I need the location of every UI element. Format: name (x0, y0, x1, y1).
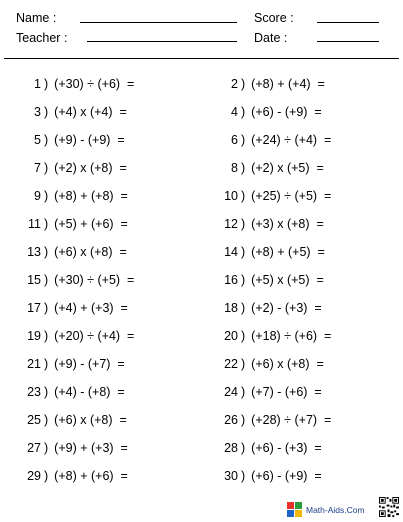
problem-11 (16, 217, 128, 231)
problem-28 (213, 441, 322, 455)
brand-text[interactable]: Math-Aids.Com (306, 505, 365, 515)
problem-number: 15 (27, 273, 41, 287)
problem-paren: ) (44, 245, 49, 259)
problem-1 (16, 77, 134, 91)
date-line[interactable] (317, 41, 379, 42)
problem-expression: (+30) ÷ (+6) = (54, 77, 135, 91)
problem-number: 29 (27, 469, 41, 483)
problem-30 (213, 469, 322, 483)
problem-paren: ) (241, 105, 246, 119)
score-label: Score : (254, 11, 294, 25)
problem-expression: (+9) + (+3) = (54, 441, 128, 455)
problem-7 (16, 161, 127, 175)
problem-18 (213, 301, 322, 315)
problem-27 (16, 441, 128, 455)
problem-expression: (+6) - (+9) = (251, 469, 322, 483)
problem-expression: (+5) x (+5) = (251, 273, 324, 287)
problem-expression: (+6) x (+8) = (251, 357, 324, 371)
problem-paren: ) (241, 189, 246, 203)
problem-number: 11 (28, 217, 41, 231)
problem-expression: (+6) x (+8) = (54, 413, 127, 427)
problem-number: 19 (27, 329, 41, 343)
problem-expression: (+4) + (+3) = (54, 301, 128, 315)
problem-expression: (+18) ÷ (+6) = (251, 329, 332, 343)
problem-number: 28 (224, 441, 238, 455)
problem-number: 8 (231, 161, 238, 175)
problem-paren: ) (44, 161, 49, 175)
problem-number: 6 (231, 133, 238, 147)
problem-number: 9 (34, 189, 41, 203)
problem-17 (16, 301, 128, 315)
problem-20 (213, 329, 331, 343)
problem-14 (213, 245, 325, 259)
teacher-label: Teacher : (16, 31, 68, 45)
problem-number: 5 (34, 133, 41, 147)
problem-expression: (+20) ÷ (+4) = (54, 329, 135, 343)
problem-21 (16, 357, 125, 371)
problem-paren: ) (241, 245, 246, 259)
logo-block-red (287, 502, 294, 509)
problem-expression: (+8) + (+4) = (251, 77, 325, 91)
problem-paren: ) (44, 329, 49, 343)
problem-number: 4 (231, 105, 238, 119)
problem-9 (16, 189, 128, 203)
name-line[interactable] (80, 22, 237, 23)
problem-expression: (+25) ÷ (+5) = (251, 189, 332, 203)
problem-paren: ) (241, 161, 246, 175)
problem-paren: ) (44, 301, 49, 315)
problem-expression: (+3) x (+8) = (251, 217, 324, 231)
problem-paren: ) (241, 441, 246, 455)
problem-paren: ) (241, 301, 246, 315)
problem-paren: ) (44, 105, 49, 119)
problem-number: 23 (27, 385, 41, 399)
problem-paren: ) (44, 217, 49, 231)
problem-8 (213, 161, 324, 175)
problem-12 (213, 217, 324, 231)
problem-expression: (+4) - (+8) = (54, 385, 125, 399)
problem-paren: ) (44, 357, 49, 371)
problem-expression: (+28) ÷ (+7) = (251, 413, 332, 427)
problem-5 (16, 133, 125, 147)
problem-expression: (+4) x (+4) = (54, 105, 127, 119)
problem-paren: ) (44, 413, 49, 427)
problem-number: 17 (27, 301, 41, 315)
problem-number: 18 (224, 301, 238, 315)
problem-26 (213, 413, 331, 427)
problem-10 (213, 189, 331, 203)
problem-23 (16, 385, 125, 399)
problem-paren: ) (44, 441, 49, 455)
problem-paren: ) (44, 189, 49, 203)
problem-paren: ) (241, 329, 246, 343)
problem-number: 14 (224, 245, 238, 259)
problem-number: 2 (231, 77, 238, 91)
problem-29 (16, 469, 128, 483)
problem-number: 26 (224, 413, 238, 427)
problem-4 (213, 105, 322, 119)
problem-3 (16, 105, 127, 119)
qr-code-icon (379, 497, 399, 517)
problem-paren: ) (241, 413, 246, 427)
name-label: Name : (16, 11, 57, 25)
problem-expression: (+9) - (+9) = (54, 133, 125, 147)
problem-paren: ) (241, 385, 246, 399)
problem-number: 3 (34, 105, 41, 119)
logo-block-green (295, 502, 302, 509)
problem-expression: (+9) - (+7) = (54, 357, 125, 371)
colored-blocks-logo-icon (287, 502, 303, 518)
problem-paren: ) (241, 77, 246, 91)
problem-paren: ) (44, 385, 49, 399)
problem-number: 30 (224, 469, 238, 483)
logo-block-blue (287, 510, 294, 517)
footer-brand (287, 500, 365, 520)
problem-2 (213, 77, 325, 91)
problem-24 (213, 385, 322, 399)
logo-block-yellow (295, 510, 302, 517)
problem-number: 16 (224, 273, 238, 287)
problem-paren: ) (44, 77, 49, 91)
problem-number: 1 (34, 77, 41, 91)
problem-paren: ) (241, 357, 246, 371)
score-line[interactable] (317, 22, 379, 23)
problem-paren: ) (44, 133, 49, 147)
problem-number: 10 (224, 189, 238, 203)
problem-expression: (+6) - (+3) = (251, 441, 322, 455)
problem-paren: ) (44, 273, 49, 287)
problem-number: 22 (224, 357, 238, 371)
problem-expression: (+8) + (+8) = (54, 189, 128, 203)
problem-expression: (+30) ÷ (+5) = (54, 273, 135, 287)
problem-expression: (+6) x (+8) = (54, 245, 127, 259)
problem-number: 20 (224, 329, 238, 343)
problem-22 (213, 357, 324, 371)
header-divider (4, 58, 399, 59)
problem-13 (16, 245, 127, 259)
problem-6 (213, 133, 331, 147)
problem-16 (213, 273, 324, 287)
problem-19 (16, 329, 134, 343)
problem-number: 27 (27, 441, 41, 455)
problem-number: 13 (27, 245, 41, 259)
problem-expression: (+2) x (+8) = (54, 161, 127, 175)
problem-25 (16, 413, 127, 427)
problem-expression: (+2) - (+3) = (251, 301, 322, 315)
problem-expression: (+8) + (+5) = (251, 245, 325, 259)
problem-paren: ) (241, 469, 246, 483)
teacher-line[interactable] (87, 41, 237, 42)
problem-number: 12 (224, 217, 238, 231)
date-label: Date : (254, 31, 288, 45)
problem-paren: ) (241, 217, 246, 231)
problem-number: 25 (27, 413, 41, 427)
problem-expression: (+2) x (+5) = (251, 161, 324, 175)
problem-15 (16, 273, 134, 287)
problem-number: 24 (224, 385, 238, 399)
problem-number: 21 (27, 357, 41, 371)
problem-expression: (+24) ÷ (+4) = (251, 133, 332, 147)
problem-number: 7 (34, 161, 41, 175)
problem-paren: ) (241, 133, 246, 147)
problem-expression: (+8) + (+6) = (54, 469, 128, 483)
problem-paren: ) (241, 273, 246, 287)
problem-expression: (+7) - (+6) = (251, 385, 322, 399)
problem-expression: (+5) + (+6) = (54, 217, 128, 231)
problem-expression: (+6) - (+9) = (251, 105, 322, 119)
problem-paren: ) (44, 469, 49, 483)
